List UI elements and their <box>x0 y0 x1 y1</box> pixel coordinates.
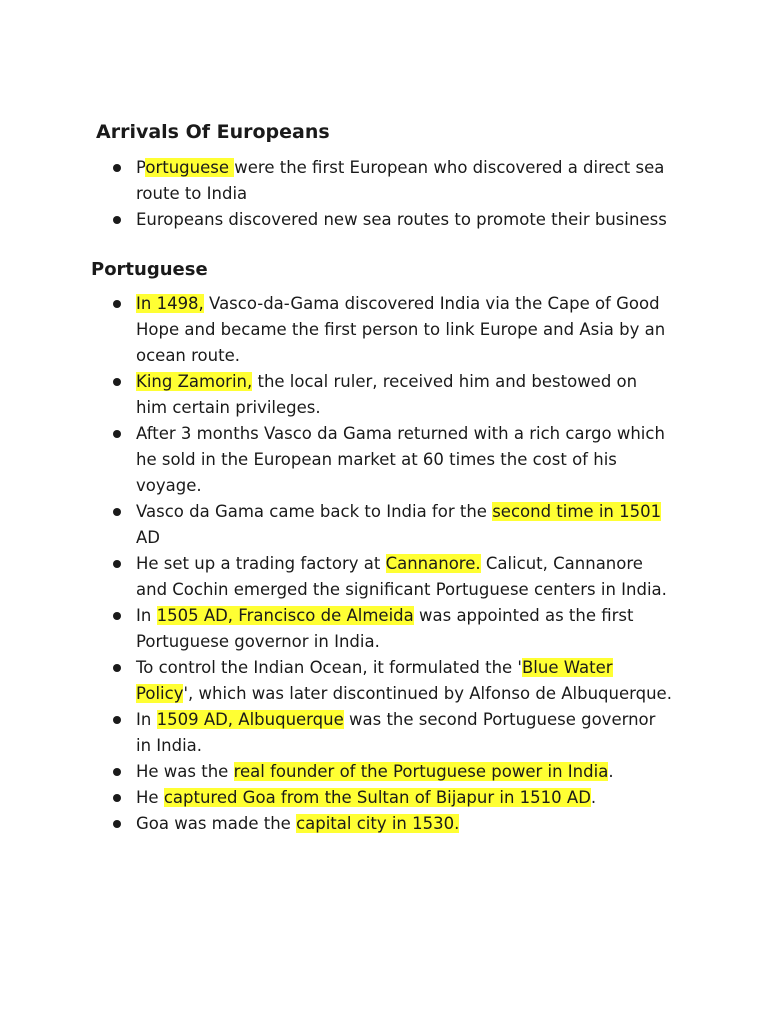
portuguese-bullet-list <box>112 291 672 837</box>
list-item-text: were the first European who discovered a direct sea route to India <box>136 158 665 203</box>
list-item <box>112 499 672 551</box>
list-item <box>112 785 672 811</box>
highlighted-text: 1509 AD, Albuquerque <box>156 710 344 729</box>
list-item <box>112 291 672 369</box>
list-item-text: He <box>136 788 164 807</box>
highlighted-text: 1505 AD, Francisco de Almeida <box>156 606 414 625</box>
list-item-text: . <box>590 788 597 807</box>
bullet-dot-icon <box>113 612 121 620</box>
list-item <box>112 655 672 707</box>
list-item-text: To control the Indian Ocean, it formulated the ' <box>136 658 522 677</box>
list-item <box>112 551 672 603</box>
list-item <box>112 603 672 655</box>
list-item-text: Goa was made the <box>136 814 297 833</box>
list-item-text: ', which was later discontinued by Alfonso de Albuquerque. <box>183 684 672 703</box>
list-item-text: Vasco-da-Gama discovered India via the Cape of Good Hope and became the first person to link Europe and Asia by an ocean route. <box>136 294 666 365</box>
list-item-text: In <box>136 606 157 625</box>
list-item <box>112 759 672 785</box>
list-item-text: . <box>608 762 614 781</box>
bullet-dot-icon <box>113 716 121 724</box>
list-item-text: was appointed as the first Portuguese governor in India. <box>136 606 634 651</box>
bullet-dot-icon <box>113 560 121 568</box>
list-item-text: In <box>136 710 157 729</box>
bullet-dot-icon <box>113 664 121 672</box>
list-item <box>112 207 672 233</box>
bullet-dot-icon <box>113 300 121 308</box>
bullet-dot-icon <box>113 430 121 438</box>
highlighted-text: In 1498, <box>136 294 204 313</box>
highlighted-text: ortuguese <box>145 158 235 177</box>
highlighted-text: Blue Water Policy <box>136 658 613 703</box>
intro-bullet-list <box>112 155 672 233</box>
list-item-text: Calicut, Cannanore and Cochin emerged the significant Portuguese centers in India. <box>136 554 667 599</box>
highlighted-text: real founder of the Portuguese power in India <box>233 762 609 781</box>
bullet-dot-icon <box>113 794 121 802</box>
page-title: Arrivals Of Europeans <box>96 121 330 143</box>
list-item-text: AD <box>136 528 160 547</box>
list-item-text: He set up a trading factory at <box>136 554 386 573</box>
list-item-text: After 3 months Vasco da Gama returned with a rich cargo which he sold in the European market at 60 times the cost of his voyage. <box>136 424 665 495</box>
bullet-dot-icon <box>113 216 121 224</box>
bullet-dot-icon <box>113 508 121 516</box>
list-item-text: Europeans discovered new sea routes to promote their business <box>136 210 667 229</box>
list-item-text: the local ruler, received him and bestowed on him certain privileges. <box>136 372 638 417</box>
bullet-dot-icon <box>113 768 121 776</box>
list-item-text: He was the <box>136 762 234 781</box>
bullet-dot-icon <box>113 164 121 172</box>
list-item <box>112 707 672 759</box>
list-item <box>112 369 672 421</box>
list-item-text: was the second Portuguese governor in India. <box>136 710 656 755</box>
bullet-dot-icon <box>113 378 121 386</box>
highlighted-text: King Zamorin, <box>136 372 253 391</box>
list-item <box>112 421 672 499</box>
highlighted-text: captured Goa from the Sultan of Bijapur in 1510 AD <box>163 788 591 807</box>
highlighted-text: Cannanore. <box>385 554 481 573</box>
bullet-dot-icon <box>113 820 121 828</box>
list-item <box>112 811 672 837</box>
section-heading: Portuguese <box>91 259 208 280</box>
list-item <box>112 155 672 207</box>
highlighted-text: capital city in 1530. <box>296 814 460 833</box>
highlighted-text: second time in 1501 <box>492 502 662 521</box>
list-item-text: Vasco da Gama came back to India for the <box>136 502 493 521</box>
list-item-text: P <box>136 158 146 177</box>
